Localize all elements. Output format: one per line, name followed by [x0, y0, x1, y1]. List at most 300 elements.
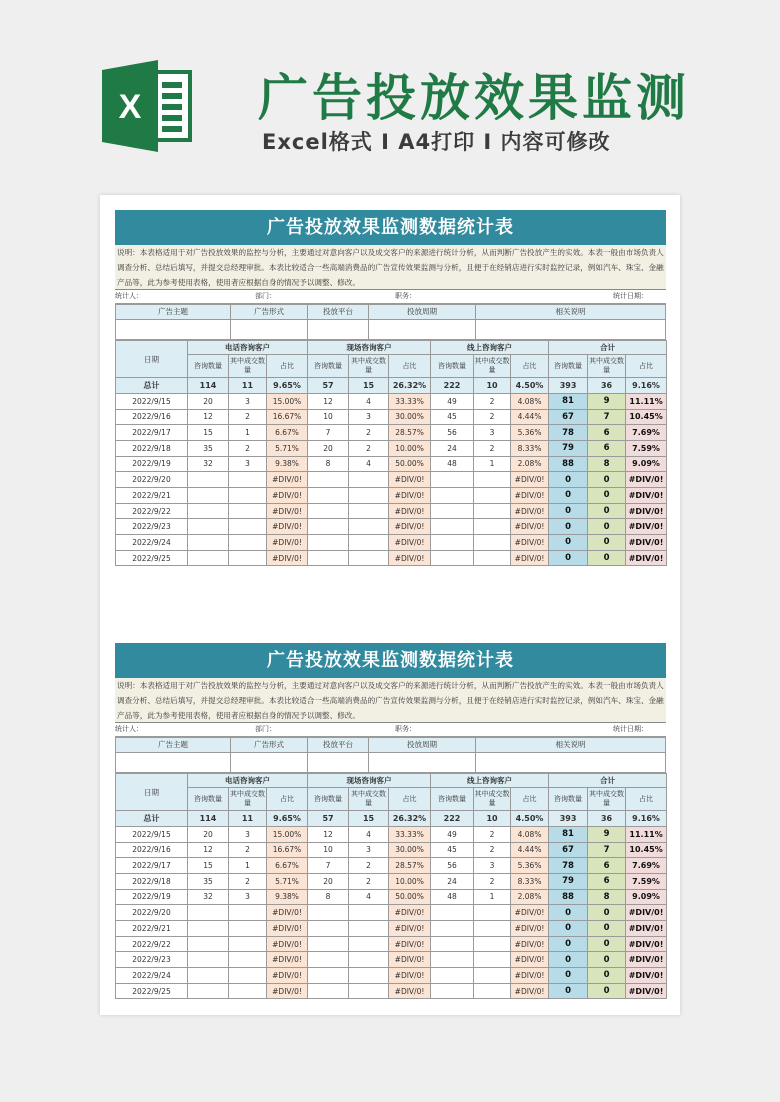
data-cell[interactable]: #DIV/0! — [389, 905, 431, 921]
data-cell[interactable]: 2 — [474, 409, 511, 425]
data-cell[interactable]: 7.59% — [626, 440, 667, 456]
data-cell[interactable] — [308, 488, 349, 504]
data-cell[interactable]: #DIV/0! — [389, 952, 431, 968]
data-cell[interactable]: 0 — [549, 936, 588, 952]
data-cell[interactable]: 2 — [349, 858, 389, 874]
date-cell[interactable]: 2022/9/25 — [116, 550, 188, 566]
data-cell[interactable] — [188, 550, 229, 566]
data-cell[interactable]: #DIV/0! — [626, 921, 667, 937]
total-value[interactable]: 222 — [431, 811, 474, 827]
ad-header-cell[interactable]: 相关说明 — [476, 304, 666, 320]
total-value[interactable]: 15 — [349, 811, 389, 827]
data-cell[interactable]: 4.08% — [511, 393, 549, 409]
data-cell[interactable]: 6 — [588, 425, 626, 441]
group-header[interactable]: 电话咨询客户 — [188, 341, 308, 355]
ad-header-cell[interactable]: 投放平台 — [308, 304, 369, 320]
data-cell[interactable]: 32 — [188, 889, 229, 905]
sub-header[interactable]: 占比 — [626, 788, 667, 811]
data-cell[interactable]: 2 — [474, 842, 511, 858]
data-cell[interactable]: 35 — [188, 873, 229, 889]
data-cell[interactable] — [229, 519, 267, 535]
data-cell[interactable]: 12 — [308, 826, 349, 842]
total-value[interactable]: 10 — [474, 378, 511, 394]
data-cell[interactable]: 8 — [588, 456, 626, 472]
data-cell[interactable]: #DIV/0! — [511, 983, 549, 999]
data-cell[interactable]: 5.36% — [511, 425, 549, 441]
data-cell[interactable] — [474, 952, 511, 968]
info-date[interactable]: 统计日期： — [565, 723, 666, 736]
date-header[interactable]: 日期 — [116, 774, 188, 811]
data-cell[interactable] — [474, 983, 511, 999]
data-cell[interactable]: #DIV/0! — [626, 472, 667, 488]
data-cell[interactable]: 24 — [431, 873, 474, 889]
data-cell[interactable]: #DIV/0! — [267, 936, 308, 952]
sub-header[interactable]: 占比 — [389, 788, 431, 811]
data-cell[interactable]: #DIV/0! — [626, 550, 667, 566]
data-cell[interactable] — [431, 550, 474, 566]
data-cell[interactable] — [308, 968, 349, 984]
data-cell[interactable]: #DIV/0! — [511, 968, 549, 984]
group-header[interactable]: 线上咨询客户 — [431, 341, 549, 355]
data-cell[interactable] — [431, 519, 474, 535]
ad-input-cell[interactable] — [308, 753, 369, 773]
data-cell[interactable]: 81 — [549, 826, 588, 842]
data-cell[interactable]: 1 — [474, 889, 511, 905]
data-cell[interactable]: 30.00% — [389, 842, 431, 858]
data-cell[interactable]: 3 — [229, 393, 267, 409]
data-cell[interactable]: 0 — [549, 983, 588, 999]
data-cell[interactable]: 11.11% — [626, 826, 667, 842]
data-cell[interactable]: 0 — [549, 550, 588, 566]
data-cell[interactable]: 4.08% — [511, 826, 549, 842]
data-cell[interactable] — [474, 535, 511, 551]
group-header[interactable]: 现场咨询客户 — [308, 774, 431, 788]
data-cell[interactable]: #DIV/0! — [626, 519, 667, 535]
data-cell[interactable]: 48 — [431, 456, 474, 472]
data-cell[interactable]: 0 — [588, 936, 626, 952]
group-header[interactable]: 合计 — [549, 341, 667, 355]
data-cell[interactable]: 30.00% — [389, 409, 431, 425]
data-cell[interactable]: 6 — [588, 873, 626, 889]
data-cell[interactable] — [308, 519, 349, 535]
data-cell[interactable]: 2 — [229, 873, 267, 889]
data-cell[interactable]: 16.67% — [267, 409, 308, 425]
sub-header[interactable]: 占比 — [511, 355, 549, 378]
data-cell[interactable]: 24 — [431, 440, 474, 456]
data-cell[interactable] — [308, 921, 349, 937]
sub-header[interactable]: 其中成交数量 — [588, 355, 626, 378]
date-cell[interactable]: 2022/9/19 — [116, 456, 188, 472]
date-cell[interactable]: 2022/9/22 — [116, 936, 188, 952]
data-cell[interactable]: #DIV/0! — [389, 519, 431, 535]
sub-header[interactable]: 咨询数量 — [308, 355, 349, 378]
data-cell[interactable] — [188, 936, 229, 952]
data-cell[interactable]: 28.57% — [389, 858, 431, 874]
data-cell[interactable] — [188, 952, 229, 968]
ad-header-cell[interactable]: 投放平台 — [308, 737, 369, 753]
sub-header[interactable]: 其中成交数量 — [349, 788, 389, 811]
data-cell[interactable]: 3 — [229, 456, 267, 472]
date-cell[interactable]: 2022/9/15 — [116, 826, 188, 842]
data-cell[interactable]: 0 — [549, 535, 588, 551]
data-cell[interactable]: 0 — [549, 968, 588, 984]
data-cell[interactable]: #DIV/0! — [626, 952, 667, 968]
data-cell[interactable] — [431, 952, 474, 968]
data-cell[interactable]: 56 — [431, 858, 474, 874]
date-cell[interactable]: 2022/9/21 — [116, 921, 188, 937]
data-cell[interactable]: 3 — [349, 842, 389, 858]
ad-input-cell[interactable] — [116, 320, 231, 340]
sub-header[interactable]: 占比 — [267, 788, 308, 811]
data-cell[interactable]: 11.11% — [626, 393, 667, 409]
data-cell[interactable]: #DIV/0! — [511, 952, 549, 968]
data-cell[interactable]: #DIV/0! — [626, 488, 667, 504]
data-cell[interactable]: #DIV/0! — [389, 550, 431, 566]
data-cell[interactable]: #DIV/0! — [267, 472, 308, 488]
ad-input-cell[interactable] — [369, 753, 476, 773]
sub-header[interactable]: 咨询数量 — [549, 788, 588, 811]
data-cell[interactable]: #DIV/0! — [626, 936, 667, 952]
data-cell[interactable] — [229, 921, 267, 937]
data-cell[interactable]: #DIV/0! — [511, 905, 549, 921]
data-cell[interactable]: 7 — [308, 425, 349, 441]
data-cell[interactable] — [308, 983, 349, 999]
date-cell[interactable]: 2022/9/23 — [116, 519, 188, 535]
data-cell[interactable]: 56 — [431, 425, 474, 441]
total-value[interactable]: 393 — [549, 378, 588, 394]
data-cell[interactable]: #DIV/0! — [267, 905, 308, 921]
data-cell[interactable]: #DIV/0! — [626, 968, 667, 984]
total-value[interactable]: 57 — [308, 378, 349, 394]
data-cell[interactable]: 5.71% — [267, 440, 308, 456]
info-statistician[interactable]: 统计人： — [115, 290, 255, 303]
data-cell[interactable] — [188, 905, 229, 921]
date-cell[interactable]: 2022/9/18 — [116, 873, 188, 889]
sub-header[interactable]: 占比 — [511, 788, 549, 811]
data-cell[interactable]: 2 — [474, 826, 511, 842]
data-cell[interactable]: 35 — [188, 440, 229, 456]
data-cell[interactable]: 2 — [349, 425, 389, 441]
data-cell[interactable]: 3 — [229, 889, 267, 905]
data-cell[interactable]: 12 — [188, 409, 229, 425]
data-cell[interactable]: #DIV/0! — [389, 936, 431, 952]
data-cell[interactable]: 6 — [588, 858, 626, 874]
data-cell[interactable]: 49 — [431, 826, 474, 842]
group-header[interactable]: 合计 — [549, 774, 667, 788]
data-cell[interactable]: 33.33% — [389, 826, 431, 842]
data-cell[interactable]: 6.67% — [267, 425, 308, 441]
data-cell[interactable] — [474, 968, 511, 984]
total-value[interactable]: 4.50% — [511, 811, 549, 827]
data-cell[interactable] — [229, 535, 267, 551]
data-cell[interactable]: 2 — [474, 440, 511, 456]
total-value[interactable]: 26.32% — [389, 378, 431, 394]
data-cell[interactable] — [349, 983, 389, 999]
data-cell[interactable]: #DIV/0! — [511, 550, 549, 566]
data-cell[interactable]: 33.33% — [389, 393, 431, 409]
data-cell[interactable]: #DIV/0! — [267, 968, 308, 984]
data-cell[interactable]: 3 — [474, 858, 511, 874]
data-cell[interactable]: 10.00% — [389, 440, 431, 456]
data-cell[interactable]: 10 — [308, 409, 349, 425]
sub-header[interactable]: 咨询数量 — [549, 355, 588, 378]
data-cell[interactable]: 4 — [349, 456, 389, 472]
data-cell[interactable] — [349, 519, 389, 535]
data-cell[interactable] — [431, 472, 474, 488]
data-cell[interactable]: 6 — [588, 440, 626, 456]
ad-header-cell[interactable]: 广告主题 — [116, 304, 231, 320]
date-cell[interactable]: 2022/9/15 — [116, 393, 188, 409]
data-cell[interactable]: 6.67% — [267, 858, 308, 874]
data-cell[interactable]: 10 — [308, 842, 349, 858]
ad-input-cell[interactable] — [116, 753, 231, 773]
data-cell[interactable]: 79 — [549, 440, 588, 456]
data-cell[interactable] — [188, 503, 229, 519]
sub-header[interactable]: 其中成交数量 — [349, 355, 389, 378]
data-cell[interactable] — [474, 936, 511, 952]
data-cell[interactable]: 67 — [549, 409, 588, 425]
data-cell[interactable] — [188, 535, 229, 551]
data-cell[interactable]: 7 — [308, 858, 349, 874]
data-cell[interactable] — [308, 535, 349, 551]
data-cell[interactable]: 0 — [588, 472, 626, 488]
data-cell[interactable]: 3 — [229, 826, 267, 842]
data-cell[interactable]: 0 — [588, 905, 626, 921]
data-cell[interactable]: 9.09% — [626, 456, 667, 472]
data-cell[interactable]: #DIV/0! — [267, 952, 308, 968]
data-cell[interactable] — [349, 905, 389, 921]
data-cell[interactable]: 28.57% — [389, 425, 431, 441]
data-cell[interactable]: #DIV/0! — [389, 488, 431, 504]
ad-header-cell[interactable]: 广告主题 — [116, 737, 231, 753]
total-value[interactable]: 9.16% — [626, 811, 667, 827]
data-cell[interactable] — [474, 503, 511, 519]
data-cell[interactable]: #DIV/0! — [389, 968, 431, 984]
data-cell[interactable]: 10.45% — [626, 842, 667, 858]
data-cell[interactable] — [349, 921, 389, 937]
data-cell[interactable]: #DIV/0! — [511, 503, 549, 519]
data-cell[interactable]: #DIV/0! — [511, 472, 549, 488]
info-date[interactable]: 统计日期： — [565, 290, 666, 303]
data-cell[interactable]: 12 — [188, 842, 229, 858]
data-cell[interactable]: #DIV/0! — [511, 488, 549, 504]
data-cell[interactable]: #DIV/0! — [389, 535, 431, 551]
sub-header[interactable]: 占比 — [389, 355, 431, 378]
data-cell[interactable]: 78 — [549, 858, 588, 874]
group-header[interactable]: 现场咨询客户 — [308, 341, 431, 355]
data-cell[interactable]: 88 — [549, 889, 588, 905]
info-department[interactable]: 部门： — [255, 290, 395, 303]
data-cell[interactable]: 0 — [588, 983, 626, 999]
data-cell[interactable] — [188, 488, 229, 504]
data-cell[interactable]: 0 — [588, 519, 626, 535]
data-cell[interactable]: 5.71% — [267, 873, 308, 889]
sub-header[interactable]: 占比 — [626, 355, 667, 378]
data-cell[interactable]: 0 — [549, 488, 588, 504]
data-cell[interactable]: 0 — [549, 472, 588, 488]
sub-header[interactable]: 占比 — [267, 355, 308, 378]
sub-header[interactable]: 咨询数量 — [188, 355, 229, 378]
total-value[interactable]: 222 — [431, 378, 474, 394]
date-header[interactable]: 日期 — [116, 341, 188, 378]
data-cell[interactable]: 1 — [474, 456, 511, 472]
data-cell[interactable] — [431, 936, 474, 952]
data-cell[interactable] — [308, 472, 349, 488]
info-statistician[interactable]: 统计人： — [115, 723, 255, 736]
data-cell[interactable] — [431, 535, 474, 551]
data-cell[interactable]: 7.69% — [626, 858, 667, 874]
total-value[interactable]: 9.65% — [267, 811, 308, 827]
data-cell[interactable]: 9 — [588, 393, 626, 409]
total-value[interactable]: 11 — [229, 378, 267, 394]
data-cell[interactable]: 20 — [308, 440, 349, 456]
data-cell[interactable]: #DIV/0! — [389, 921, 431, 937]
data-cell[interactable] — [431, 983, 474, 999]
data-cell[interactable] — [308, 936, 349, 952]
date-cell[interactable]: 2022/9/21 — [116, 488, 188, 504]
data-cell[interactable]: #DIV/0! — [267, 519, 308, 535]
data-cell[interactable]: #DIV/0! — [267, 488, 308, 504]
data-cell[interactable]: #DIV/0! — [626, 535, 667, 551]
data-cell[interactable]: 20 — [188, 826, 229, 842]
total-label[interactable]: 总计 — [116, 811, 188, 827]
data-cell[interactable]: 0 — [588, 503, 626, 519]
date-cell[interactable]: 2022/9/17 — [116, 425, 188, 441]
data-cell[interactable]: 15 — [188, 425, 229, 441]
data-cell[interactable] — [431, 921, 474, 937]
data-cell[interactable]: 78 — [549, 425, 588, 441]
data-cell[interactable]: 0 — [549, 952, 588, 968]
total-value[interactable]: 4.50% — [511, 378, 549, 394]
data-cell[interactable] — [229, 983, 267, 999]
data-cell[interactable]: 15.00% — [267, 826, 308, 842]
info-position[interactable]: 职务： — [395, 723, 565, 736]
ad-input-cell[interactable] — [308, 320, 369, 340]
data-cell[interactable]: 50.00% — [389, 889, 431, 905]
total-value[interactable]: 15 — [349, 378, 389, 394]
total-value[interactable]: 36 — [588, 378, 626, 394]
data-cell[interactable]: 0 — [549, 921, 588, 937]
data-cell[interactable]: #DIV/0! — [626, 503, 667, 519]
data-cell[interactable]: 7.69% — [626, 425, 667, 441]
data-cell[interactable]: 20 — [308, 873, 349, 889]
data-cell[interactable] — [308, 905, 349, 921]
data-cell[interactable]: 5.36% — [511, 858, 549, 874]
ad-header-cell[interactable]: 相关说明 — [476, 737, 666, 753]
ad-input-cell[interactable] — [369, 320, 476, 340]
data-cell[interactable] — [349, 472, 389, 488]
data-cell[interactable] — [308, 952, 349, 968]
data-cell[interactable]: #DIV/0! — [511, 936, 549, 952]
data-cell[interactable]: 0 — [588, 535, 626, 551]
sub-header[interactable]: 其中成交数量 — [229, 788, 267, 811]
data-cell[interactable]: 0 — [588, 550, 626, 566]
data-cell[interactable] — [474, 905, 511, 921]
date-cell[interactable]: 2022/9/24 — [116, 968, 188, 984]
data-cell[interactable]: 7.59% — [626, 873, 667, 889]
sub-header[interactable]: 咨询数量 — [431, 788, 474, 811]
data-cell[interactable]: 4.44% — [511, 409, 549, 425]
data-cell[interactable]: 7 — [588, 842, 626, 858]
data-cell[interactable] — [229, 503, 267, 519]
data-cell[interactable]: 45 — [431, 842, 474, 858]
data-cell[interactable]: 8 — [588, 889, 626, 905]
data-cell[interactable] — [474, 488, 511, 504]
ad-input-cell[interactable] — [476, 320, 666, 340]
data-cell[interactable] — [349, 503, 389, 519]
data-cell[interactable]: 1 — [229, 425, 267, 441]
data-cell[interactable]: 2 — [349, 440, 389, 456]
data-cell[interactable]: 2 — [229, 842, 267, 858]
total-value[interactable]: 114 — [188, 811, 229, 827]
data-cell[interactable]: #DIV/0! — [389, 503, 431, 519]
data-cell[interactable] — [349, 968, 389, 984]
data-cell[interactable]: #DIV/0! — [267, 983, 308, 999]
date-cell[interactable]: 2022/9/18 — [116, 440, 188, 456]
date-cell[interactable]: 2022/9/20 — [116, 472, 188, 488]
sub-header[interactable]: 其中成交数量 — [588, 788, 626, 811]
info-position[interactable]: 职务： — [395, 290, 565, 303]
data-cell[interactable]: 12 — [308, 393, 349, 409]
data-cell[interactable]: 10.45% — [626, 409, 667, 425]
data-cell[interactable] — [349, 535, 389, 551]
info-department[interactable]: 部门： — [255, 723, 395, 736]
data-cell[interactable]: 9 — [588, 826, 626, 842]
total-value[interactable]: 36 — [588, 811, 626, 827]
data-cell[interactable]: 4 — [349, 826, 389, 842]
data-cell[interactable] — [308, 550, 349, 566]
data-cell[interactable] — [474, 921, 511, 937]
data-cell[interactable] — [229, 952, 267, 968]
sub-header[interactable]: 其中成交数量 — [474, 788, 511, 811]
data-cell[interactable] — [229, 472, 267, 488]
total-value[interactable]: 114 — [188, 378, 229, 394]
total-value[interactable]: 393 — [549, 811, 588, 827]
data-cell[interactable]: 2.08% — [511, 456, 549, 472]
data-cell[interactable]: #DIV/0! — [511, 519, 549, 535]
data-cell[interactable]: 45 — [431, 409, 474, 425]
data-cell[interactable]: #DIV/0! — [626, 905, 667, 921]
total-label[interactable]: 总计 — [116, 378, 188, 394]
data-cell[interactable]: 8 — [308, 456, 349, 472]
data-cell[interactable]: #DIV/0! — [511, 921, 549, 937]
data-cell[interactable]: 2 — [474, 393, 511, 409]
data-cell[interactable]: 8 — [308, 889, 349, 905]
data-cell[interactable]: 8.33% — [511, 440, 549, 456]
data-cell[interactable]: 48 — [431, 889, 474, 905]
data-cell[interactable] — [474, 550, 511, 566]
date-cell[interactable]: 2022/9/17 — [116, 858, 188, 874]
data-cell[interactable] — [188, 519, 229, 535]
data-cell[interactable]: 81 — [549, 393, 588, 409]
total-value[interactable]: 10 — [474, 811, 511, 827]
ad-header-cell[interactable]: 广告形式 — [231, 737, 308, 753]
data-cell[interactable]: #DIV/0! — [267, 550, 308, 566]
data-cell[interactable]: 9.38% — [267, 456, 308, 472]
ad-header-cell[interactable]: 投放周期 — [369, 304, 476, 320]
data-cell[interactable] — [431, 488, 474, 504]
data-cell[interactable]: 20 — [188, 393, 229, 409]
ad-input-cell[interactable] — [476, 753, 666, 773]
sub-header[interactable]: 咨询数量 — [308, 788, 349, 811]
data-cell[interactable]: 2.08% — [511, 889, 549, 905]
data-cell[interactable]: 0 — [588, 488, 626, 504]
data-cell[interactable] — [229, 488, 267, 504]
group-header[interactable]: 电话咨询客户 — [188, 774, 308, 788]
data-cell[interactable] — [229, 968, 267, 984]
data-cell[interactable]: 32 — [188, 456, 229, 472]
data-cell[interactable]: 0 — [549, 905, 588, 921]
